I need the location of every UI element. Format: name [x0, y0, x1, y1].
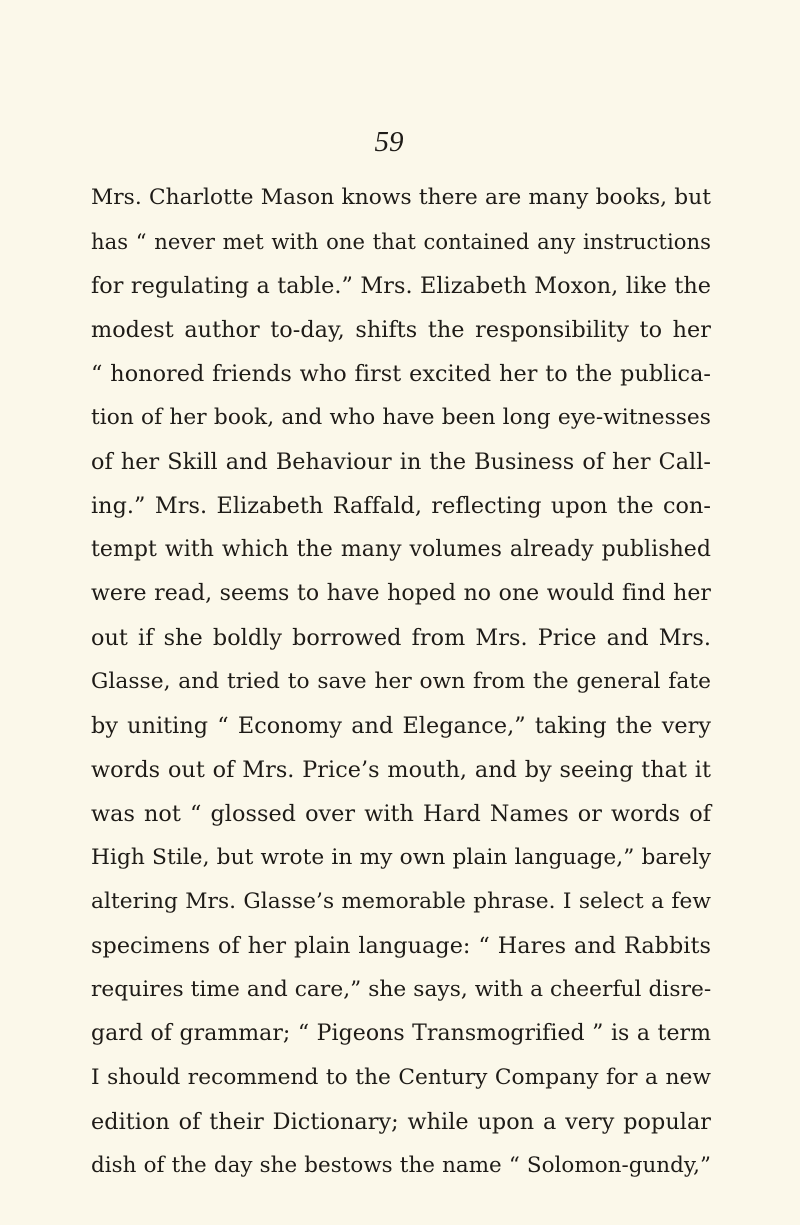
text-line: High Stile, but wrote in my own plain language,” barely	[91, 845, 711, 870]
text-line: has “ never met with one that contained any instructions	[91, 229, 711, 254]
text-line: “ honored friends who first excited her to the publica-	[91, 361, 711, 387]
text-line: edition of their Dictionary; while upon a very popular	[91, 1109, 711, 1135]
text-line: dish of the day she bestows the name “ Solomon-gundy,”	[91, 1153, 711, 1178]
text-line: requires time and care,” she says, with a cheerful disre-	[91, 977, 712, 1002]
text-line: words out of Mrs. Price’s mouth, and by seeing that it	[91, 757, 711, 783]
text-line: was not “ glossed over with Hard Names or words of	[91, 801, 711, 827]
text-line: by uniting “ Economy and Elegance,” taking the very	[91, 713, 711, 739]
text-line: out if she boldly borrowed from Mrs. Price and Mrs.	[91, 625, 711, 651]
text-line: for regulating a table.” Mrs. Elizabeth Moxon, like the	[91, 273, 711, 299]
text-line: tempt with which the many volumes already published	[91, 537, 711, 562]
text-line: were read, seems to have hoped no one would find her	[91, 581, 711, 606]
text-line: modest author to-day, shifts the responsibility to her	[91, 317, 711, 343]
text-line: ing.” Mrs. Elizabeth Raffald, reflecting upon the con-	[91, 493, 711, 519]
text-line: Mrs. Charlotte Mason knows there are many books, but	[91, 185, 711, 210]
text-line: altering Mrs. Glasse’s memorable phrase. I select a few	[91, 889, 711, 914]
text-line: specimens of her plain language: “ Hares and Rabbits	[91, 933, 711, 959]
body-text	[91, 176, 711, 1188]
text-line: I should recommend to the Century Company for a new	[91, 1065, 711, 1090]
text-line: of her Skill and Behaviour in the Business of her Call-	[91, 449, 711, 475]
page-number: 59	[374, 126, 404, 158]
text-line: gard of grammar; “ Pigeons Transmogrified ” is a term	[91, 1021, 711, 1046]
text-line: Glasse, and tried to save her own from the general fate	[91, 669, 711, 694]
text-line: tion of her book, and who have been long eye-witnesses	[91, 405, 711, 430]
